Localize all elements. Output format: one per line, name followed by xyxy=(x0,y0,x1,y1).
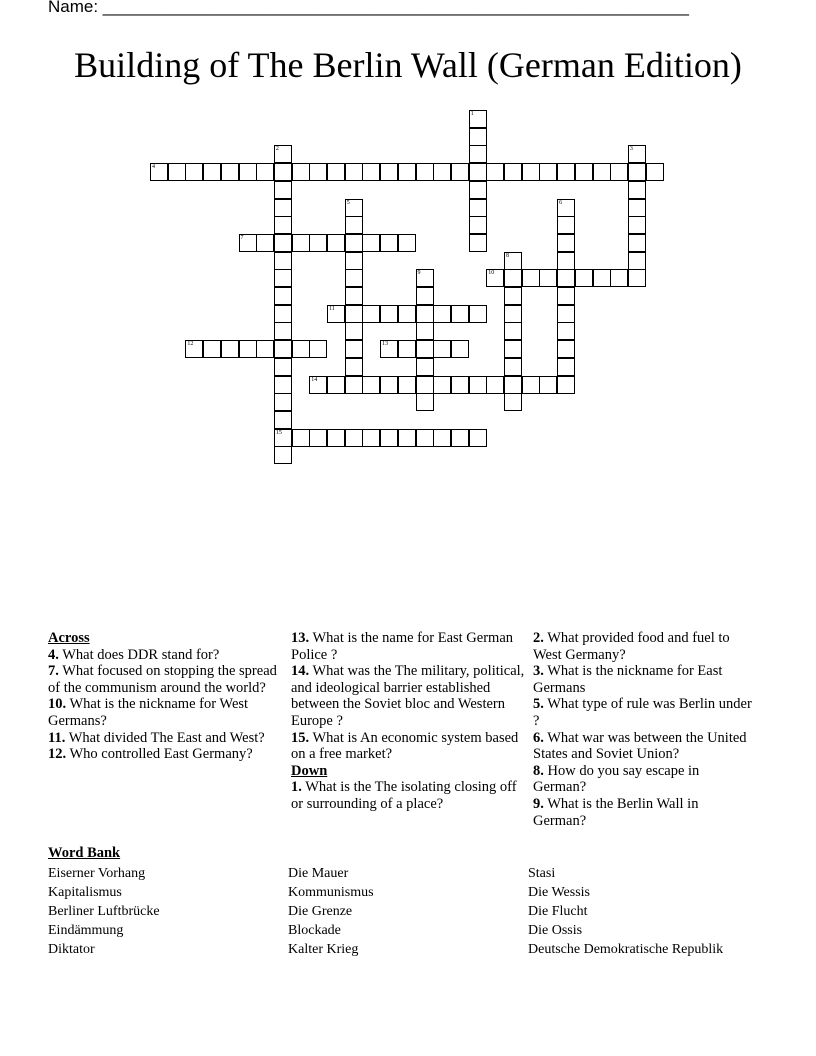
crossword-cell[interactable] xyxy=(504,340,522,358)
crossword-cell[interactable] xyxy=(345,429,363,447)
crossword-cell[interactable] xyxy=(557,234,575,252)
word-bank-item: Die Mauer xyxy=(288,866,349,881)
crossword-cell[interactable] xyxy=(362,376,380,394)
crossword-cell[interactable] xyxy=(469,429,487,447)
clue-down-6: 6. What war was between the United States and Soviet Union? xyxy=(533,729,747,763)
crossword-cell[interactable] xyxy=(292,234,310,252)
word-bank-heading: Word Bank xyxy=(48,845,121,861)
crossword-cell[interactable] xyxy=(433,376,451,394)
crossword-cell[interactable] xyxy=(557,340,575,358)
crossword-cell[interactable] xyxy=(646,163,664,181)
crossword-cell[interactable] xyxy=(522,376,540,394)
crossword-cell[interactable] xyxy=(522,269,540,287)
word-bank-column-3 xyxy=(528,864,723,959)
word-bank-item: Die Ossis xyxy=(528,923,583,938)
crossword-cell[interactable] xyxy=(451,429,469,447)
word-bank-item: Kalter Krieg xyxy=(288,942,359,957)
crossword-cell[interactable] xyxy=(504,393,522,411)
word-bank-item: Kapitalismus xyxy=(48,885,122,900)
crossword-cell[interactable] xyxy=(539,163,557,181)
crossword-cell[interactable] xyxy=(345,322,363,340)
crossword-cell[interactable] xyxy=(504,322,522,340)
crossword-cell[interactable] xyxy=(274,145,292,163)
crossword-cell[interactable] xyxy=(345,287,363,305)
crossword-cell[interactable] xyxy=(628,234,646,252)
clue-down-5: 5. What type of rule was Berlin under ? xyxy=(533,696,752,729)
crossword-cell[interactable] xyxy=(504,269,522,287)
crossword-cell[interactable] xyxy=(628,181,646,199)
clue-across-10: 10. What is the nickname for West Germans? xyxy=(48,696,249,729)
crossword-cell[interactable] xyxy=(380,340,398,358)
crossword-cell[interactable] xyxy=(451,163,469,181)
crossword-cell[interactable] xyxy=(327,429,345,447)
crossword-cell[interactable] xyxy=(628,269,646,287)
crossword-cell[interactable] xyxy=(416,429,434,447)
crossword-cell[interactable] xyxy=(504,358,522,376)
crossword-cell[interactable] xyxy=(398,163,416,181)
crossword-cell[interactable] xyxy=(345,234,363,252)
crossword-cell[interactable] xyxy=(274,376,292,394)
crossword-cell[interactable] xyxy=(256,340,274,358)
crossword-cell[interactable] xyxy=(433,163,451,181)
crossword-cell[interactable] xyxy=(362,163,380,181)
crossword-cell[interactable] xyxy=(433,340,451,358)
crossword-cell[interactable] xyxy=(486,269,504,287)
crossword-cell[interactable] xyxy=(575,269,593,287)
crossword-cell[interactable] xyxy=(327,305,345,323)
crossword-cell[interactable] xyxy=(398,376,416,394)
clue-number: 10 xyxy=(488,270,495,277)
clue-number: 13 xyxy=(382,341,389,348)
crossword-cell[interactable] xyxy=(327,163,345,181)
crossword-cell[interactable] xyxy=(345,340,363,358)
crossword-cell[interactable] xyxy=(628,216,646,234)
crossword-cell[interactable] xyxy=(610,163,628,181)
clue-down-3: 3. What is the nickname for East Germans xyxy=(533,663,723,696)
clue-number: 2 xyxy=(275,146,279,153)
crossword-cell[interactable] xyxy=(539,376,557,394)
crossword-cell[interactable] xyxy=(274,446,292,464)
crossword-cell[interactable] xyxy=(345,376,363,394)
crossword-cell[interactable] xyxy=(557,358,575,376)
clue-number: 5 xyxy=(346,199,350,206)
word-bank-column-1 xyxy=(48,864,160,959)
crossword-cell[interactable] xyxy=(451,305,469,323)
crossword-cell[interactable] xyxy=(628,163,646,181)
crossword-cell[interactable] xyxy=(380,163,398,181)
crossword-cell[interactable] xyxy=(557,287,575,305)
name-field-label: Name: ______________________________________________________________ xyxy=(48,0,689,16)
crossword-cell[interactable] xyxy=(274,216,292,234)
crossword-cell[interactable] xyxy=(628,199,646,217)
crossword-cell[interactable] xyxy=(380,305,398,323)
crossword-cell[interactable] xyxy=(575,163,593,181)
crossword-cell[interactable] xyxy=(274,252,292,270)
crossword-cell[interactable] xyxy=(504,252,522,270)
crossword-cell[interactable] xyxy=(309,429,327,447)
crossword-cell[interactable] xyxy=(469,128,487,146)
word-bank-item: Die Flucht xyxy=(528,904,588,919)
crossword-cell[interactable] xyxy=(628,252,646,270)
clue-down-1: 1. What is the The isolating closing off or surrounding of a place? xyxy=(291,779,517,812)
crossword-cell[interactable] xyxy=(451,376,469,394)
clue-number: 15 xyxy=(275,429,282,436)
word-bank-item: Die Grenze xyxy=(288,904,353,919)
crossword-cell[interactable] xyxy=(345,216,363,234)
crossword-cell[interactable] xyxy=(256,163,274,181)
crossword-cell[interactable] xyxy=(469,234,487,252)
clue-across-13: 13. What is the name for East German Police ? xyxy=(291,630,514,663)
crossword-cell[interactable] xyxy=(504,287,522,305)
crossword-cell[interactable] xyxy=(309,163,327,181)
crossword-cell[interactable] xyxy=(168,163,186,181)
crossword-cell[interactable] xyxy=(239,340,257,358)
crossword-cell[interactable] xyxy=(221,340,239,358)
word-bank-item: Eiserner Vorhang xyxy=(48,866,146,881)
crossword-cell[interactable] xyxy=(185,340,203,358)
crossword-cell[interactable] xyxy=(504,163,522,181)
crossword-cell[interactable] xyxy=(239,234,257,252)
crossword-cell[interactable] xyxy=(274,340,292,358)
crossword-cell[interactable] xyxy=(593,163,611,181)
crossword-cell[interactable] xyxy=(416,340,434,358)
word-bank-item: Diktator xyxy=(48,942,95,957)
crossword-cell[interactable] xyxy=(274,305,292,323)
crossword-cell[interactable] xyxy=(398,234,416,252)
crossword-cell[interactable] xyxy=(433,305,451,323)
down-heading: Down xyxy=(291,762,328,779)
crossword-cell[interactable] xyxy=(345,269,363,287)
crossword-cell[interactable] xyxy=(274,234,292,252)
word-bank-item: Deutsche Demokratische Republik xyxy=(528,942,724,957)
clue-number: 6 xyxy=(559,199,563,206)
clue-number: 14 xyxy=(311,376,318,383)
crossword-cell[interactable] xyxy=(433,429,451,447)
clue-number: 12 xyxy=(187,341,194,348)
crossword-grid xyxy=(0,0,816,480)
crossword-cell[interactable] xyxy=(292,163,310,181)
crossword-cell[interactable] xyxy=(557,252,575,270)
clue-across-11: 11. What divided The East and West? xyxy=(48,729,265,746)
crossword-cell[interactable] xyxy=(593,269,611,287)
crossword-cell[interactable] xyxy=(380,234,398,252)
crossword-cell[interactable] xyxy=(274,287,292,305)
word-bank-item: Eindämmung xyxy=(48,923,124,938)
crossword-cell[interactable] xyxy=(469,376,487,394)
crossword-cell[interactable] xyxy=(274,163,292,181)
crossword-cell[interactable] xyxy=(309,234,327,252)
crossword-cell[interactable] xyxy=(398,429,416,447)
crossword-cell[interactable] xyxy=(274,393,292,411)
crossword-cell[interactable] xyxy=(469,305,487,323)
clues-column-1 xyxy=(48,630,288,763)
clue-number: 9 xyxy=(417,270,421,277)
crossword-cell[interactable] xyxy=(416,269,434,287)
clue-across-4: 4. What does DDR stand for? xyxy=(48,646,220,663)
page-title: Building of The Berlin Wall (German Edition) xyxy=(74,45,742,85)
word-bank-item: Blockade xyxy=(288,923,341,938)
crossword-cell[interactable] xyxy=(504,305,522,323)
crossword-cell[interactable] xyxy=(610,269,628,287)
crossword-cell[interactable] xyxy=(274,411,292,429)
crossword-cell[interactable] xyxy=(486,163,504,181)
crossword-cell[interactable] xyxy=(557,269,575,287)
clue-number: 4 xyxy=(152,164,155,171)
crossword-cell[interactable] xyxy=(416,376,434,394)
crossword-cell[interactable] xyxy=(274,358,292,376)
clue-down-8: 8. How do you say escape in German? xyxy=(533,762,700,796)
word-bank-item: Die Wessis xyxy=(528,885,591,900)
crossword-cell[interactable] xyxy=(469,199,487,217)
crossword-cell[interactable] xyxy=(557,163,575,181)
crossword-cell[interactable] xyxy=(274,199,292,217)
crossword-cell[interactable] xyxy=(416,163,434,181)
word-bank-item: Berliner Luftbrücke xyxy=(48,904,160,919)
crossword-cell[interactable] xyxy=(274,269,292,287)
crossword-cell[interactable] xyxy=(309,376,327,394)
crossword-cell[interactable] xyxy=(486,376,504,394)
crossword-cell[interactable] xyxy=(398,340,416,358)
crossword-cell[interactable] xyxy=(292,429,310,447)
crossword-cell[interactable] xyxy=(557,322,575,340)
clue-across-12: 12. Who controlled East Germany? xyxy=(48,746,253,763)
crossword-cell[interactable] xyxy=(416,358,434,376)
crossword-cell[interactable] xyxy=(256,234,274,252)
clues-column-3 xyxy=(533,630,753,829)
crossword-cell[interactable] xyxy=(345,358,363,376)
crossword-cell[interactable] xyxy=(292,340,310,358)
clue-number: 8 xyxy=(506,252,509,259)
crossword-cell[interactable] xyxy=(398,305,416,323)
crossword-cell[interactable] xyxy=(345,305,363,323)
crossword-cell[interactable] xyxy=(557,305,575,323)
crossword-cell[interactable] xyxy=(628,145,646,163)
crossword-cell[interactable] xyxy=(539,269,557,287)
crossword-cell[interactable] xyxy=(309,340,327,358)
crossword-cell[interactable] xyxy=(469,163,487,181)
crossword-cell[interactable] xyxy=(557,216,575,234)
clue-number: 3 xyxy=(629,146,633,153)
crossword-cell[interactable] xyxy=(327,234,345,252)
across-heading: Across xyxy=(48,630,90,646)
clue-number: 7 xyxy=(240,234,244,241)
word-bank-column-2 xyxy=(288,864,374,959)
crossword-cell[interactable] xyxy=(345,199,363,217)
crossword-cell[interactable] xyxy=(469,110,487,128)
crossword-cell[interactable] xyxy=(274,322,292,340)
crossword-cell[interactable] xyxy=(469,216,487,234)
crossword-cell[interactable] xyxy=(557,199,575,217)
clue-down-2: 2. What provided food and fuel to West Germany? xyxy=(533,630,730,663)
crossword-cell[interactable] xyxy=(362,429,380,447)
clue-across-14: 14. What was the The military, political, and ideological barrier established between the Soviet bloc and Western Europe ? xyxy=(291,663,525,729)
crossword-cell[interactable] xyxy=(362,234,380,252)
crossword-cell[interactable] xyxy=(469,181,487,199)
crossword-cell[interactable] xyxy=(239,163,257,181)
clue-number: 11 xyxy=(329,305,335,312)
clues-column-2 xyxy=(291,630,531,813)
crossword-cell[interactable] xyxy=(380,376,398,394)
crossword-cell[interactable] xyxy=(185,163,203,181)
word-bank-item: Kommunismus xyxy=(288,885,374,900)
clue-number: 1 xyxy=(470,111,474,117)
crossword-cell[interactable] xyxy=(274,181,292,199)
crossword-cell[interactable] xyxy=(362,305,380,323)
crossword-cell[interactable] xyxy=(380,429,398,447)
crossword-cell[interactable] xyxy=(451,340,469,358)
crossword-cell[interactable] xyxy=(469,145,487,163)
crossword-cell[interactable] xyxy=(221,163,239,181)
crossword-cell[interactable] xyxy=(557,376,575,394)
crossword-cell[interactable] xyxy=(345,163,363,181)
crossword-cell[interactable] xyxy=(150,163,168,181)
clue-across-15: 15. What is An economic system based on a free market? xyxy=(291,729,519,763)
clue-down-9: 9. What is the Berlin Wall in German? xyxy=(533,795,699,829)
crossword-cell[interactable] xyxy=(416,305,434,323)
crossword-cell[interactable] xyxy=(416,322,434,340)
crossword-cell[interactable] xyxy=(203,163,221,181)
crossword-cell[interactable] xyxy=(504,376,522,394)
clue-across-7: 7. What focused on stopping the spread of the communism around the world? xyxy=(48,663,277,696)
crossword-cell[interactable] xyxy=(327,376,345,394)
word-bank-item: Stasi xyxy=(528,866,556,881)
crossword-cell[interactable] xyxy=(522,163,540,181)
crossword-cell[interactable] xyxy=(274,429,292,447)
crossword-cell[interactable] xyxy=(416,287,434,305)
crossword-cell[interactable] xyxy=(203,340,221,358)
crossword-cell[interactable] xyxy=(416,393,434,411)
crossword-cell[interactable] xyxy=(345,252,363,270)
